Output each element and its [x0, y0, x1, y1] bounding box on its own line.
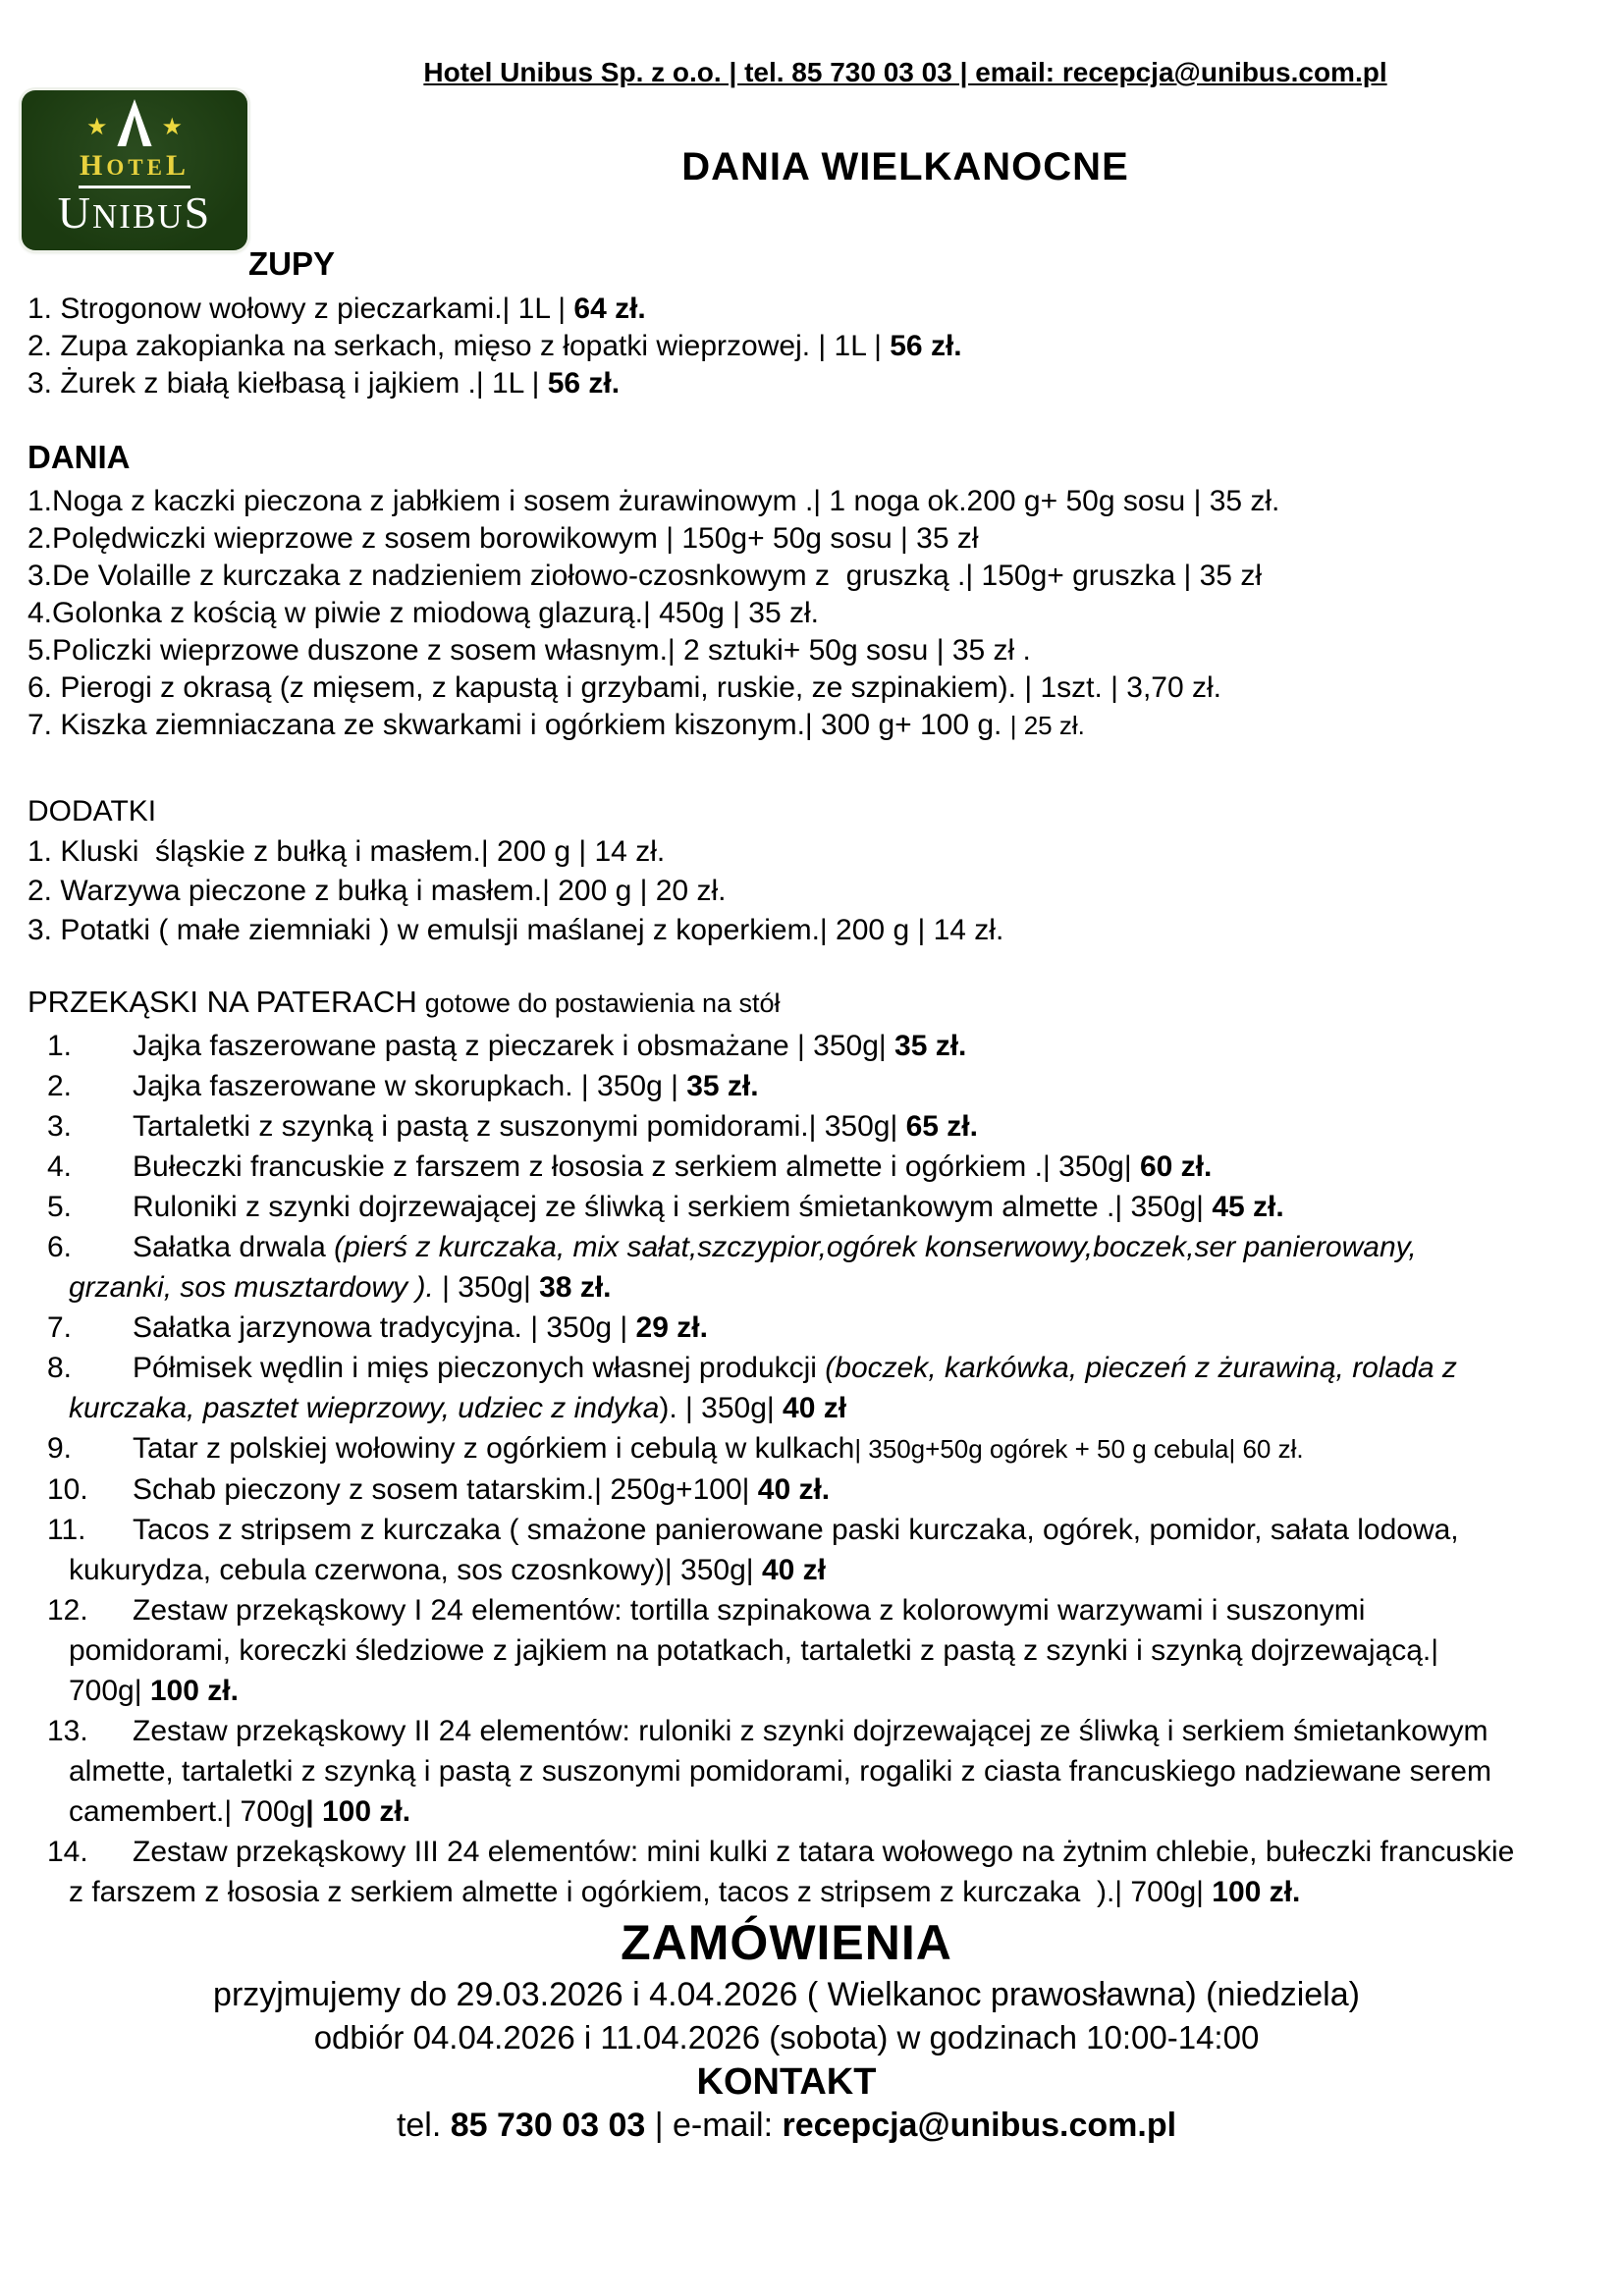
- item-number: 14.: [47, 1836, 88, 1868]
- item-number: 3.: [47, 1110, 73, 1143]
- item-number: 9.: [47, 1432, 73, 1465]
- text-segment: 3. Żurek z białą kiełbasą i jajkiem .| 1L |: [27, 367, 548, 400]
- item-number: 1.: [47, 1030, 73, 1062]
- page-title: DANIA WIELKANOCNE: [681, 145, 1129, 188]
- item-number: 12.: [47, 1594, 88, 1627]
- text-segment: 40 zł.: [757, 1473, 831, 1506]
- contact-line: [27, 2105, 1545, 2146]
- text-segment: Zestaw przekąskowy II 24 elementów: ruloniki z szynki dojrzewającej ze śliwką i serkiem śmietankowym almette, tartaletki z szynką i pastą z suszonymi pomidorami, rogaliki z ciasta francuskiego nadziewane serem camembert.| 700g: [69, 1715, 1500, 1828]
- orders-heading: ZAMÓWIENIA: [621, 1915, 952, 1970]
- menu-item: [27, 1711, 1516, 1832]
- orders-line: odbiór 04.04.2026 i 11.04.2026 (sobota) w godzinach 10:00-14:00: [313, 2019, 1260, 2056]
- menu-item: [27, 1026, 1516, 1066]
- text-segment: Bułeczki francuskie z farszem z łososia z serkiem almette i ogórkiem .| 350g|: [133, 1150, 1140, 1183]
- zupy-heading: ZUPY: [248, 245, 336, 282]
- item-number: 11.: [47, 1514, 86, 1546]
- menu-item: [27, 832, 1585, 872]
- text-segment: | 100 zł.: [305, 1795, 411, 1828]
- text-segment: 56 zł.: [890, 330, 962, 362]
- text-segment: 40 zł: [761, 1554, 826, 1586]
- menu-item: [27, 595, 1585, 632]
- logo-hotel-h: H: [80, 149, 107, 182]
- text-segment: | 25 zł.: [1009, 711, 1085, 740]
- menu-item: [27, 291, 1585, 328]
- text-segment: Tatar z polskiej wołowiny z ogórkiem i cebulą w kulkach: [133, 1432, 855, 1465]
- text-segment: 45 zł.: [1212, 1191, 1284, 1223]
- text-segment: Jajka faszerowane pastą z pieczarek i obsmażane | 350g|: [133, 1030, 895, 1062]
- text-segment: 4.Golonka z kością w piwie z miodową glazurą.| 450g | 35 zł.: [27, 597, 819, 629]
- text-segment: 100 zł.: [149, 1675, 239, 1707]
- menu-item: [27, 1348, 1516, 1428]
- item-number: 7.: [47, 1311, 73, 1344]
- item-number: 2.: [47, 1070, 73, 1102]
- orders-line: przyjmujemy do 29.03.2026 i 4.04.2026 ( Wielkanoc prawosławna) (niedziela): [213, 1976, 1360, 2013]
- text-segment: tel.: [396, 2107, 451, 2144]
- text-segment: 1. Kluski śląskie z bułką i masłem.| 200 g | 14 zł.: [27, 835, 666, 868]
- menu-item: [27, 1308, 1516, 1348]
- item-number: 8.: [47, 1352, 73, 1384]
- przekaski-heading: [27, 982, 1585, 1024]
- menu-item: [27, 1510, 1516, 1590]
- text-segment: 38 zł.: [539, 1271, 612, 1304]
- text-segment: 65 zł.: [905, 1110, 978, 1143]
- dodatki-heading: DODATKI: [27, 795, 157, 828]
- text-segment: 35 zł.: [686, 1070, 759, 1102]
- text-segment: Półmisek wędlin i mięs pieczonych własnej produkcji: [133, 1352, 826, 1384]
- section-przekaski: [27, 1026, 1523, 1912]
- text-segment: Sałatka drwala: [133, 1231, 335, 1263]
- logo-unibus-text: [22, 188, 247, 248]
- logo-unibus-nibu: NIBU: [92, 197, 185, 236]
- text-segment: Zestaw przekąskowy I 24 elementów: tortilla szpinakowa z kolorowymi warzywami i suszonymi pomidorami, koreczki śledziowe z jajkiem na potatkach, tartaletki z pastą z szynki i szynką dojrzewającą.| 700g|: [69, 1594, 1447, 1707]
- menu-item: [27, 520, 1585, 558]
- text-segment: 100 zł.: [1212, 1876, 1301, 1908]
- text-segment: 2.Polędwiczki wieprzowe z sosem borowikowym | 150g+ 50g sosu | 35 zł: [27, 522, 979, 555]
- logo-unibus-u: U: [57, 187, 93, 238]
- menu-item: [27, 911, 1585, 950]
- item-text: [133, 1432, 1304, 1465]
- logo-star-left-icon: ★: [86, 115, 108, 140]
- text-segment: 1. Strogonow wołowy z pieczarkami.| 1L |: [27, 293, 574, 325]
- text-segment: 2. Warzywa pieczone z bułką i masłem.| 200 g | 20 zł.: [27, 875, 727, 907]
- item-text: [69, 1836, 1523, 1908]
- menu-item: [27, 669, 1585, 707]
- item-text: [133, 1311, 708, 1344]
- dania-heading: DANIA: [27, 439, 131, 475]
- text-segment: ). | 350g|: [659, 1392, 784, 1424]
- text-segment: Zestaw przekąskowy III 24 elementów: mini kulki z tatara wołowego na żytnim chlebie, bułeczki francuskie z farszem z łososia z serkiem almette i ogórkiem, tacos z stripsem z kurczaka ).| 700g|: [69, 1836, 1523, 1908]
- menu-item: [27, 1066, 1516, 1106]
- menu-item: [27, 872, 1585, 911]
- menu-item: [27, 707, 1585, 744]
- menu-item: [27, 483, 1585, 520]
- section-dania: [27, 483, 1585, 744]
- menu-item: [27, 1106, 1516, 1147]
- text-segment: 35 zł.: [894, 1030, 967, 1062]
- menu-item: [27, 1832, 1523, 1912]
- text-segment: 5.Policzki wieprzowe duszone z sosem własnym.| 2 sztuki+ 50g sosu | 35 zł .: [27, 634, 1031, 667]
- menu-item: [27, 365, 1585, 402]
- text-segment: Jajka faszerowane w skorupkach. | 350g |: [133, 1070, 687, 1102]
- text-segment: 3. Potatki ( małe ziemniaki ) w emulsji maślanej z koperkiem.| 200 g | 14 zł.: [27, 914, 1004, 946]
- item-number: 5.: [47, 1191, 73, 1223]
- text-segment: 2. Zupa zakopianka na serkach, mięso z łopatki wieprzowej. | 1L |: [27, 330, 891, 362]
- item-text: [133, 1473, 830, 1506]
- text-segment: 60 zł.: [1139, 1150, 1213, 1183]
- menu-item: [27, 558, 1585, 595]
- item-number: 13.: [47, 1715, 88, 1747]
- menu-item: [27, 1469, 1516, 1510]
- menu-item: [27, 1187, 1516, 1227]
- menu-item: [27, 1227, 1516, 1308]
- item-text: [69, 1514, 1467, 1586]
- logo-peak-icon: [111, 97, 158, 148]
- text-segment: | 350g|: [433, 1271, 540, 1304]
- item-text: [133, 1191, 1284, 1223]
- menu-body: [0, 291, 1624, 2146]
- text-segment: 7. Kiszka ziemniaczana ze skwarkami i ogórkiem kiszonym.| 300 g+ 100 g.: [27, 709, 1010, 741]
- text-segment: Sałatka jarzynowa tradycyjna. | 350g |: [133, 1311, 636, 1344]
- przekaski-heading-note: gotowe do postawienia na stół: [424, 988, 781, 1018]
- text-segment: (pierś z kurczaka, mix sałat,szczypior,ogórek konserwowy,boczek,ser panierowany, grzanki, sos musztardowy ).: [69, 1231, 1426, 1304]
- text-segment: 3.De Volaille z kurczaka z nadzieniem ziołowo-czosnkowym z gruszką .| 150g+ gruszka | 35 zł: [27, 560, 1262, 592]
- text-segment: Ruloniki z szynki dojrzewającej ze śliwką i serkiem śmietankowym almette .| 350g|: [133, 1191, 1213, 1223]
- item-number: 6.: [47, 1231, 73, 1263]
- section-zupy: [27, 291, 1585, 402]
- text-segment: 1.Noga z kaczki pieczona z jabłkiem i sosem żurawinowym .| 1 noga ok.200 g+ 50g sosu | 35 zł.: [27, 485, 1280, 517]
- text-segment: Tacos z stripsem z kurczaka ( smażone panierowane paski kurczaka, ogórek, pomidor, sałata lodowa, kukurydza, cebula czerwona, sos czosnkowy)| 350g|: [69, 1514, 1467, 1586]
- logo-unibus-s: S: [184, 187, 212, 238]
- menu-item: [27, 632, 1585, 669]
- text-segment: 29 zł.: [635, 1311, 708, 1344]
- item-text: [133, 1070, 759, 1102]
- item-number: 10.: [47, 1473, 88, 1506]
- logo-hotel-ote: OTE: [106, 155, 166, 180]
- przekaski-heading-main: PRZEKĄSKI NA PATERACH: [27, 985, 417, 1019]
- item-text: [69, 1231, 1425, 1304]
- section-dodatki: [27, 832, 1585, 950]
- text-segment: | e-mail:: [645, 2107, 783, 2144]
- item-text: [133, 1110, 978, 1143]
- text-segment: 40 zł: [783, 1392, 847, 1424]
- text-segment: (boczek, karkówka, pieczeń z żurawiną, rolada z kurczaka, pasztet wieprzowy, udziec z indyka: [69, 1352, 1466, 1424]
- item-text: [133, 1150, 1212, 1183]
- logo-hotel-l: L: [165, 149, 189, 182]
- footer: [27, 1912, 1545, 2146]
- item-text: [133, 1030, 966, 1062]
- text-segment: 85 730 03 03: [450, 2107, 646, 2144]
- text-segment: Schab pieczony z sosem tatarskim.| 250g+100|: [133, 1473, 758, 1506]
- item-text: [69, 1715, 1499, 1828]
- text-segment: 6. Pierogi z okrasą (z mięsem, z kapustą i grzybami, ruskie, ze szpinakiem). | 1szt. | 3,70 zł.: [27, 671, 1222, 704]
- item-text: [69, 1594, 1446, 1707]
- contact-header: Hotel Unibus Sp. z o.o. | tel. 85 730 03 03 | email: recepcja@unibus.com.pl: [423, 57, 1387, 87]
- text-segment: recepcja@unibus.com.pl: [782, 2107, 1177, 2144]
- menu-item: [27, 1147, 1516, 1187]
- text-segment: Tartaletki z szynką i pastą z suszonymi pomidorami.| 350g|: [133, 1110, 906, 1143]
- menu-item: [27, 328, 1585, 365]
- text-segment: 56 zł.: [547, 367, 621, 400]
- text-segment: | 350g+50g ogórek + 50 g cebula| 60 zł.: [854, 1434, 1304, 1464]
- logo-star-right-icon: ★: [161, 115, 183, 140]
- item-text: [69, 1352, 1465, 1424]
- menu-item: [27, 1428, 1516, 1469]
- text-segment: 64 zł.: [573, 293, 646, 325]
- item-number: 4.: [47, 1150, 73, 1183]
- contact-heading: KONTAKT: [696, 2061, 877, 2103]
- menu-item: [27, 1590, 1516, 1711]
